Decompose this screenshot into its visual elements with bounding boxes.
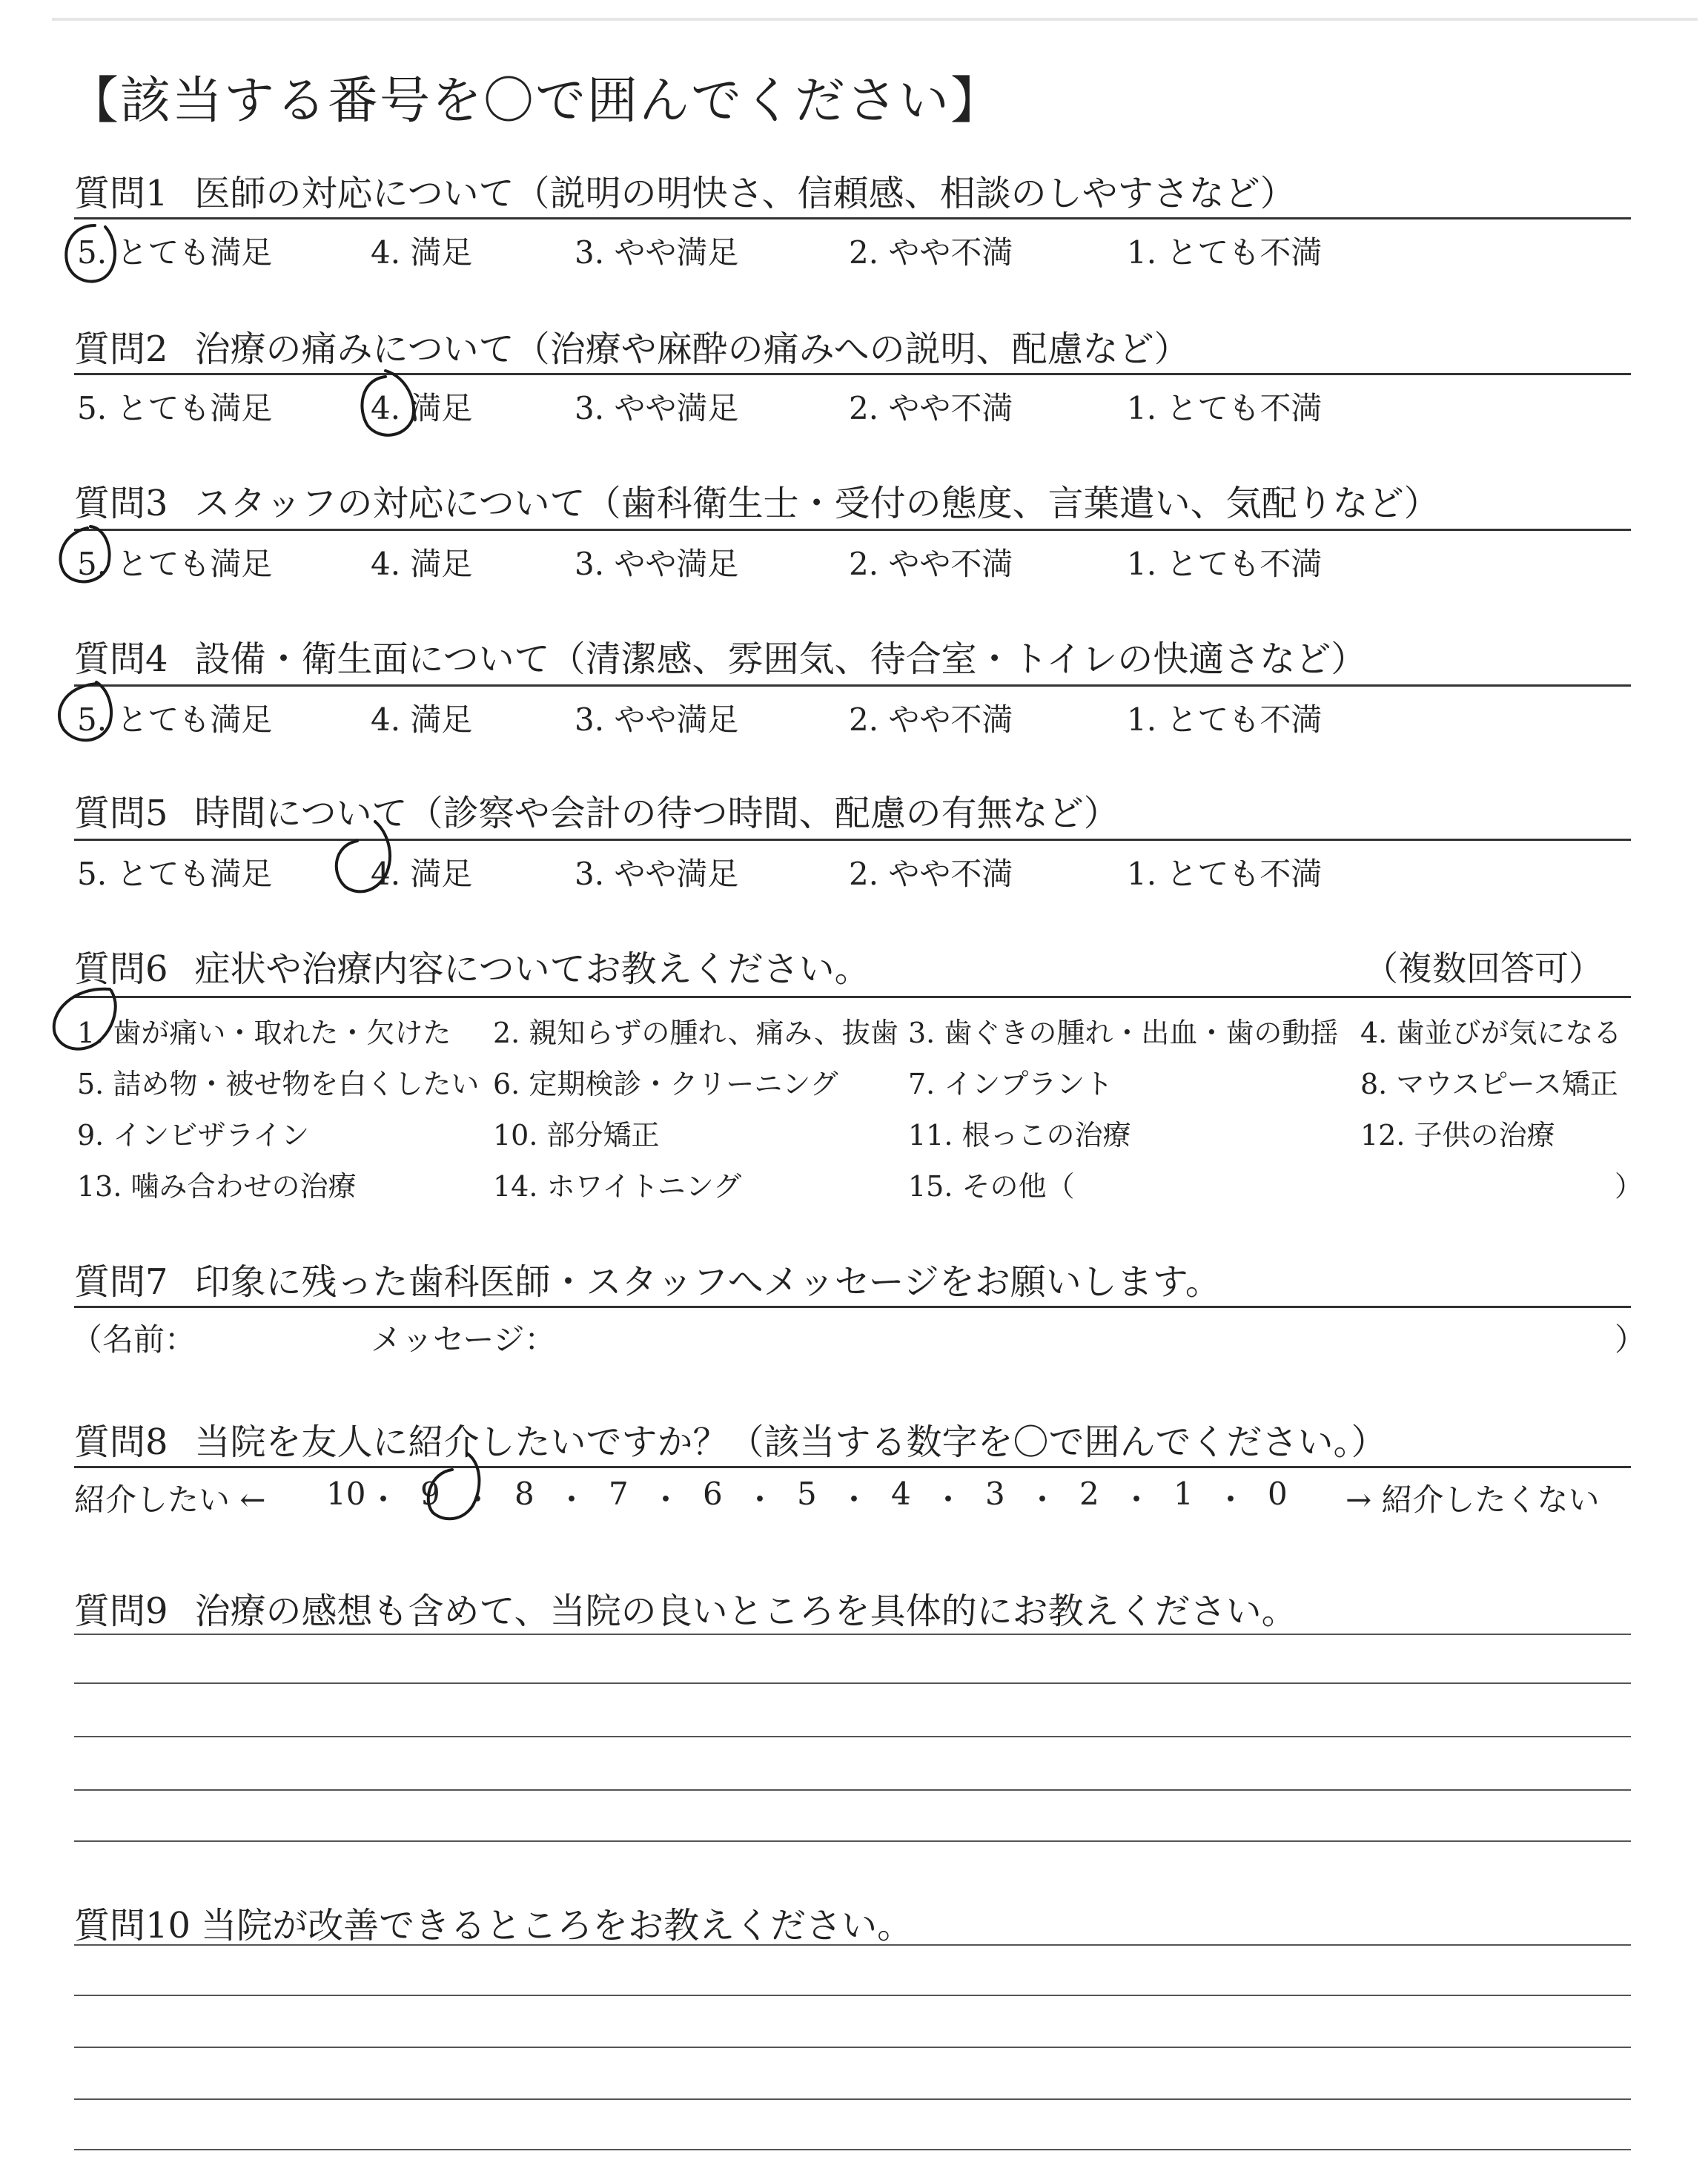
- q5-option-3[interactable]: 3. やや満足: [575, 856, 739, 892]
- message-close-paren: ）: [1615, 1321, 1646, 1358]
- question-7-rule: [74, 1306, 1631, 1308]
- q6-option-12[interactable]: 12. 子供の治療: [1360, 1119, 1555, 1152]
- question-3-text: スタッフの対応について（歯科衛生士・受付の態度、言葉遣い、気配りなど）: [194, 483, 1440, 524]
- q2-option-4[interactable]: 4. 満足: [371, 390, 473, 426]
- q6-option-11[interactable]: 11. 根っこの治療: [908, 1119, 1131, 1152]
- question-4: [74, 630, 1366, 681]
- question-8: [74, 1413, 1387, 1464]
- recommend-value-10[interactable]: 10: [326, 1476, 366, 1512]
- q5-option-5[interactable]: 5. とても満足: [77, 856, 273, 892]
- recommend-value-1[interactable]: 1: [1174, 1476, 1194, 1512]
- q4-option-5[interactable]: 5. とても満足: [77, 701, 273, 738]
- question-8-rule: [74, 1466, 1631, 1468]
- recommend-separator-dot: ・: [556, 1482, 588, 1518]
- q5-option-4[interactable]: 4. 満足: [371, 856, 473, 892]
- recommend-separator-dot: ・: [1027, 1482, 1059, 1518]
- recommend-separator-dot: ・: [462, 1482, 494, 1518]
- q6-option-15[interactable]: 15. その他（: [908, 1170, 1075, 1203]
- multiple-answers-note: （複数回答可）: [1364, 948, 1603, 988]
- recommend-value-6[interactable]: 6: [703, 1476, 723, 1512]
- answer-line[interactable]: [74, 1995, 1631, 1996]
- question-5: [74, 785, 1119, 836]
- recommend-value-9[interactable]: 9: [420, 1476, 440, 1512]
- recommend-separator-dot: ・: [838, 1482, 870, 1518]
- q6-option-5[interactable]: 5. 詰め物・被せ物を白くしたい: [77, 1068, 480, 1100]
- q6-option-3[interactable]: 3. 歯ぐきの腫れ・出血・歯の動揺: [908, 1017, 1339, 1049]
- q1-option-2[interactable]: 2. やや不満: [849, 234, 1013, 271]
- q3-option-1[interactable]: 1. とても不満: [1127, 546, 1323, 582]
- question-5-rule: [74, 839, 1631, 841]
- recommend-value-0[interactable]: 0: [1268, 1476, 1288, 1512]
- q1-option-3[interactable]: 3. やや満足: [575, 234, 739, 271]
- recommend-separator-dot: ・: [1215, 1482, 1247, 1518]
- answer-line[interactable]: [74, 1736, 1631, 1737]
- question-3-rule: [74, 529, 1631, 531]
- q1-option-1[interactable]: 1. とても不満: [1127, 234, 1323, 271]
- question-8-number: 質問8: [74, 1421, 168, 1463]
- recommend-right-label: → 紹介したくない: [1345, 1482, 1600, 1518]
- question-1: [74, 165, 1296, 216]
- question-3: [74, 475, 1440, 526]
- recommend-separator-dot: ・: [933, 1482, 964, 1518]
- question-1-rule: [74, 217, 1631, 219]
- q3-option-3[interactable]: 3. やや満足: [575, 546, 739, 582]
- answer-line[interactable]: [74, 1840, 1631, 1842]
- q6-option-13[interactable]: 13. 噛み合わせの治療: [77, 1170, 357, 1203]
- question-9-number: 質問9: [74, 1591, 168, 1632]
- question-4-text: 設備・衛生面について（清潔感、雰囲気、待合室・トイレの快適さなど）: [194, 638, 1367, 680]
- q1-option-4[interactable]: 4. 満足: [371, 234, 473, 271]
- q3-option-2[interactable]: 2. やや不満: [849, 546, 1013, 582]
- question-4-rule: [74, 684, 1631, 687]
- q6-option-10[interactable]: 10. 部分矯正: [493, 1119, 660, 1152]
- question-5-number: 質問5: [74, 793, 168, 834]
- question-7: [74, 1253, 1221, 1304]
- question-9: [74, 1582, 1297, 1634]
- question-10-number: 質問10: [74, 1905, 191, 1946]
- q3-option-5[interactable]: 5. とても満足: [77, 546, 273, 582]
- q6-option-14[interactable]: 14. ホワイトニング: [493, 1170, 742, 1203]
- q4-option-2[interactable]: 2. やや不満: [849, 701, 1013, 738]
- question-1-number: 質問1: [74, 173, 168, 214]
- recommend-separator-dot: ・: [650, 1482, 682, 1518]
- q6-option-6[interactable]: 6. 定期検診・クリーニング: [493, 1068, 838, 1100]
- recommend-separator-dot: ・: [368, 1482, 400, 1518]
- question-4-number: 質問4: [74, 638, 168, 680]
- question-10-text: 当院が改善できるところをお教えください。: [201, 1905, 913, 1946]
- q2-option-1[interactable]: 1. とても不満: [1127, 390, 1323, 426]
- message-label: メッセージ：: [371, 1321, 556, 1358]
- question-8-text: 当院を友人に紹介したいですか？（該当する数字を〇で囲んでください。）: [194, 1421, 1387, 1463]
- question-3-number: 質問3: [74, 483, 168, 524]
- q4-option-3[interactable]: 3. やや満足: [575, 701, 739, 738]
- recommend-value-8[interactable]: 8: [514, 1476, 534, 1512]
- answer-line[interactable]: [74, 1634, 1631, 1635]
- question-2-number: 質問2: [74, 328, 168, 370]
- recommend-value-2[interactable]: 2: [1079, 1476, 1099, 1512]
- q1-option-5[interactable]: 5. とても満足: [77, 234, 273, 271]
- q6-option-2[interactable]: 2. 親知らずの腫れ、痛み、抜歯: [493, 1017, 898, 1049]
- form-heading: 【該当する番号を〇で囲んでください】: [68, 72, 1003, 131]
- answer-line[interactable]: [74, 2149, 1631, 2150]
- question-2: [74, 320, 1190, 371]
- question-6-text: 症状や治療内容についてお教えください。: [194, 948, 870, 990]
- recommend-value-3[interactable]: 3: [985, 1476, 1005, 1512]
- recommend-value-7[interactable]: 7: [609, 1476, 629, 1512]
- q5-option-2[interactable]: 2. やや不満: [849, 856, 1013, 892]
- q2-option-3[interactable]: 3. やや満足: [575, 390, 739, 426]
- q5-option-1[interactable]: 1. とても不満: [1127, 856, 1323, 892]
- q6-option-8[interactable]: 8. マウスピース矯正: [1360, 1068, 1618, 1100]
- recommend-value-5[interactable]: 5: [797, 1476, 817, 1512]
- question-6-number: 質問6: [74, 948, 168, 990]
- q3-option-4[interactable]: 4. 満足: [371, 546, 473, 582]
- q4-option-1[interactable]: 1. とても不満: [1127, 701, 1323, 738]
- name-label: （名前：: [71, 1321, 196, 1358]
- q6-option-7[interactable]: 7. インプラント: [908, 1068, 1113, 1100]
- q2-option-2[interactable]: 2. やや不満: [849, 390, 1013, 426]
- question-10: [74, 1897, 913, 1948]
- recommend-value-4[interactable]: 4: [891, 1476, 911, 1512]
- question-6-rule: [74, 996, 1631, 998]
- q6-option-9[interactable]: 9. インビザライン: [77, 1119, 310, 1152]
- q6-option-4[interactable]: 4. 歯並びが気になる: [1360, 1017, 1622, 1049]
- question-6: [74, 940, 870, 991]
- question-2-rule: [74, 373, 1631, 375]
- q4-option-4[interactable]: 4. 満足: [371, 701, 473, 738]
- question-7-number: 質問7: [74, 1261, 168, 1303]
- question-5-text: 時間について（診察や会計の待つ時間、配慮の有無など）: [194, 793, 1119, 834]
- question-7-text: 印象に残った歯科医師・スタッフへメッセージをお願いします。: [194, 1261, 1221, 1303]
- answer-line[interactable]: [74, 1789, 1631, 1791]
- answer-line[interactable]: [74, 1682, 1631, 1684]
- answer-line[interactable]: [74, 1944, 1631, 1946]
- q2-option-5[interactable]: 5. とても満足: [77, 390, 273, 426]
- answer-line[interactable]: [74, 2047, 1631, 2048]
- q6-option-15-close: ）: [1615, 1170, 1644, 1203]
- recommend-separator-dot: ・: [744, 1482, 776, 1518]
- q6-option-1[interactable]: 1. 歯が痛い・取れた・欠けた: [77, 1017, 451, 1049]
- answer-line[interactable]: [74, 2098, 1631, 2100]
- recommend-left-label: 紹介したい ←: [74, 1482, 266, 1518]
- question-1-text: 医師の対応について（説明の明快さ、信頼感、相談のしやすさなど）: [194, 173, 1296, 214]
- question-2-text: 治療の痛みについて（治療や麻酔の痛みへの説明、配慮など）: [194, 328, 1190, 370]
- top-edge-line: [52, 18, 1698, 21]
- question-9-text: 治療の感想も含めて、当院の良いところを具体的にお教えください。: [194, 1591, 1297, 1632]
- recommend-separator-dot: ・: [1121, 1482, 1153, 1518]
